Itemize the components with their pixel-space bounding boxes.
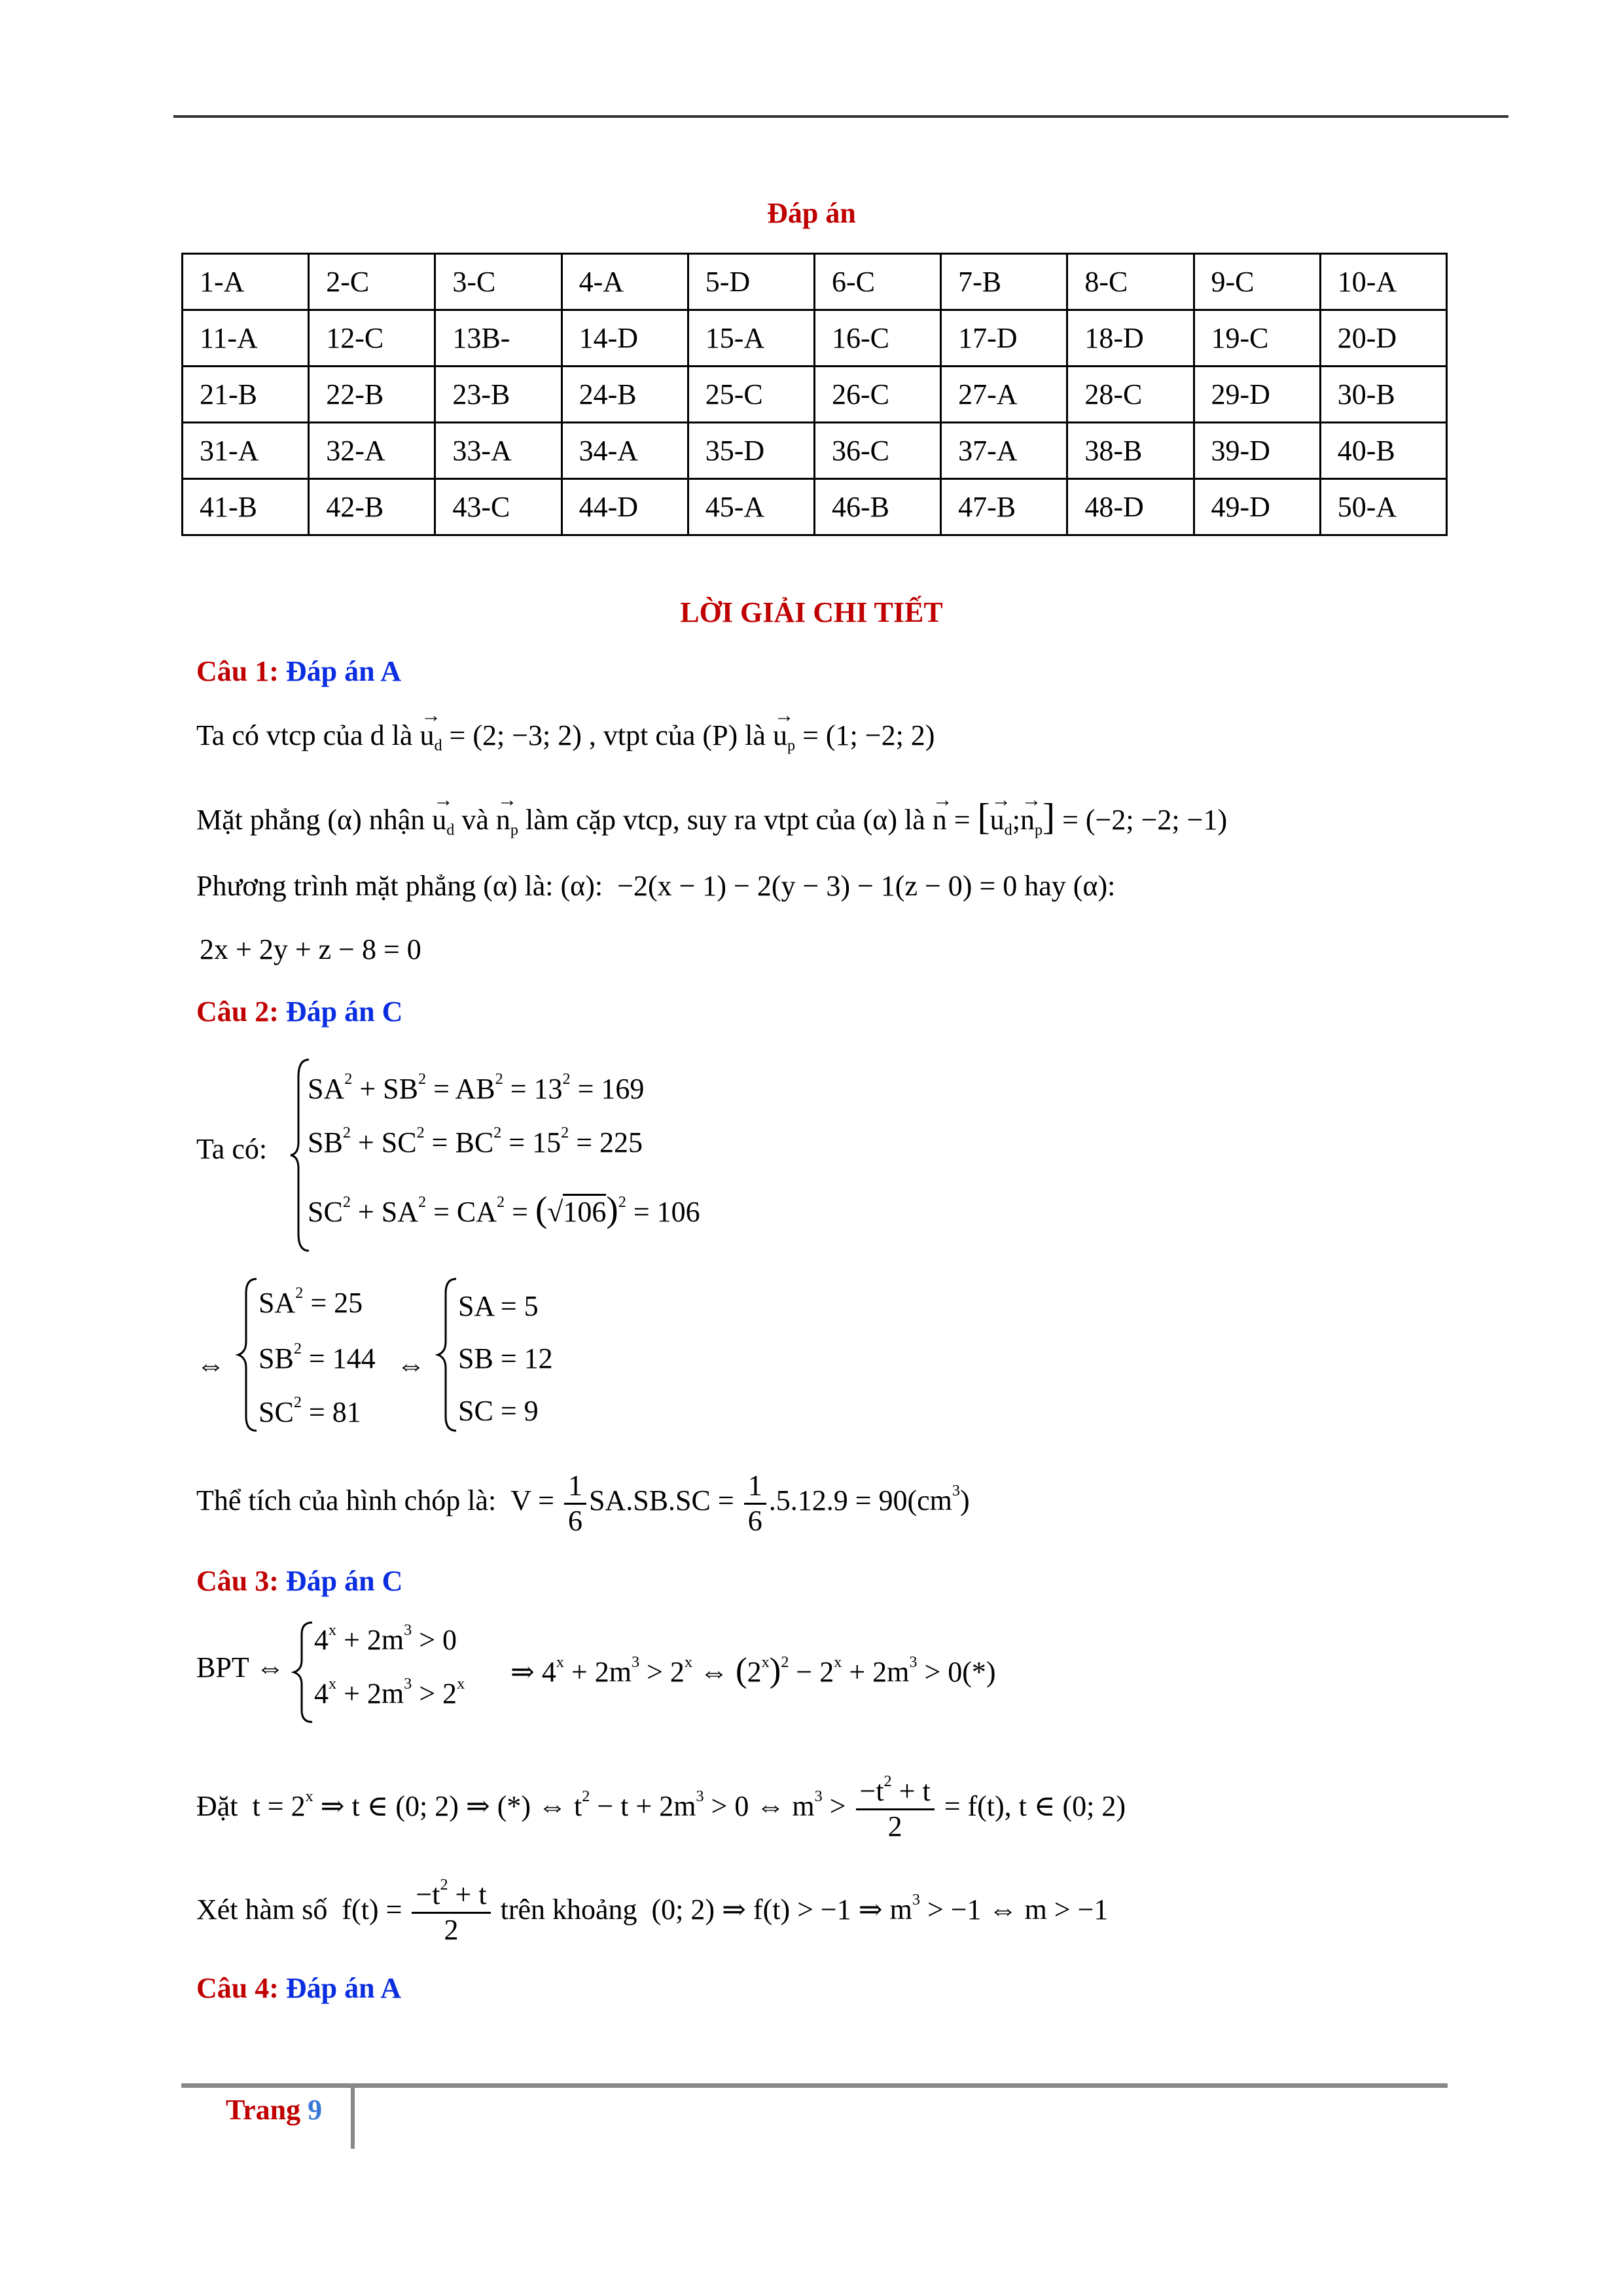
answer-cell: 24-B bbox=[562, 367, 688, 423]
q3-bpt: BPT ⇔ bbox=[196, 1651, 285, 1683]
q2-val3: SC = 9 bbox=[458, 1395, 539, 1427]
answer-cell: 6-C bbox=[814, 254, 940, 310]
answer-cell: 13B- bbox=[435, 310, 562, 367]
answer-cell: 1-A bbox=[183, 254, 309, 310]
answer-cell: 3-C bbox=[435, 254, 562, 310]
solution-title: LỜI GIẢI CHI TIẾT bbox=[680, 596, 943, 628]
answer-cell: 10-A bbox=[1320, 254, 1446, 310]
answer-cell: 17-D bbox=[941, 310, 1067, 367]
q2-brace-2 bbox=[236, 1276, 262, 1433]
q3-substitute: Đặt $t = 2^x$ ⇒ t ∈ (0; 2) ⇒ (*) ⇔ $t^2 - t + 2m^3 > 0$ ⇔ $m^3$ > $\frac{-t^2 + t}{2}$ = f(t), t ∈ (0; 2) bbox=[196, 1772, 1126, 1842]
answer-cell: 20-D bbox=[1320, 310, 1446, 367]
answer-cell: 48-D bbox=[1067, 479, 1194, 535]
answer-cell: 22-B bbox=[309, 367, 435, 423]
q1-line3: Phương trình mặt phẳng (α) là: (α): −2(x − 1) − 2(y − 3) − 1(z − 0) = 0 hay (α): bbox=[196, 870, 1116, 902]
q2-volume: Thể tích của hình chóp là: V = $\frac{1}{6}$ SA.SB.SC = $\frac{1}{6}$ $.5.12.9 = 90(cm^3)$ bbox=[196, 1469, 970, 1537]
answer-cell: 11-A bbox=[183, 310, 309, 367]
answer-cell: 15-A bbox=[688, 310, 814, 367]
q2-heading: Câu 2: Đáp án C bbox=[196, 996, 403, 1028]
answer-cell: 32-A bbox=[309, 423, 435, 479]
footer-divider bbox=[351, 2083, 355, 2149]
answer-cell: 29-D bbox=[1194, 367, 1320, 423]
q4-heading: Câu 4: Đáp án A bbox=[196, 1972, 401, 2004]
answer-cell: 43-C bbox=[435, 479, 562, 535]
q2-val2: SB = 12 bbox=[458, 1342, 553, 1374]
answer-table bbox=[181, 253, 1448, 536]
answer-cell: 16-C bbox=[814, 310, 940, 367]
answer-cell: 18-D bbox=[1067, 310, 1194, 367]
answer-cell: 50-A bbox=[1320, 479, 1446, 535]
answer-title: Đáp án bbox=[767, 197, 856, 229]
answer-cell: 27-A bbox=[941, 367, 1067, 423]
q3-sys2: $4^x + 2m^3 > 2^x$ bbox=[314, 1675, 465, 1710]
answer-cell: 42-B bbox=[309, 479, 435, 535]
answer-cell: 7-B bbox=[941, 254, 1067, 310]
answer-cell: 44-D bbox=[562, 479, 688, 535]
q3-sys1: $4^x + 2m^3 > 0$ bbox=[314, 1621, 457, 1656]
q2-eq3: $SC^2 + SA^2 = CA^2 = (√106)^2 = 106$ bbox=[308, 1189, 700, 1229]
answer-cell: 37-A bbox=[941, 423, 1067, 479]
answer-cell: 40-B bbox=[1320, 423, 1446, 479]
answer-cell: 30-B bbox=[1320, 367, 1446, 423]
header-rule bbox=[173, 115, 1508, 118]
page-footer: Trang 9 bbox=[226, 2094, 323, 2126]
answer-cell: 46-B bbox=[814, 479, 940, 535]
q2-intro: Ta có: bbox=[196, 1133, 268, 1165]
answer-cell: 23-B bbox=[435, 367, 562, 423]
answer-cell: 45-A bbox=[688, 479, 814, 535]
answer-cell: 25-C bbox=[688, 367, 814, 423]
answer-cell: 5-D bbox=[688, 254, 814, 310]
answer-cell: 49-D bbox=[1194, 479, 1320, 535]
answer-cell: 33-A bbox=[435, 423, 562, 479]
q3-chain: ⇒ $4^x + 2m^3 > 2^x$ ⇔ $(2^x)^2 - 2^x + 2m^3 > 0(*)$ bbox=[510, 1651, 996, 1689]
q3-brace bbox=[291, 1620, 317, 1725]
answer-cell: 34-A bbox=[562, 423, 688, 479]
q2-brace-3 bbox=[435, 1276, 461, 1433]
answer-cell: 26-C bbox=[814, 367, 940, 423]
answer-cell: 19-C bbox=[1194, 310, 1320, 367]
answer-cell: 28-C bbox=[1067, 367, 1194, 423]
answer-cell: 9-C bbox=[1194, 254, 1320, 310]
q2-equiv2: ⇔ bbox=[397, 1349, 425, 1381]
footer-rule bbox=[181, 2083, 1448, 2088]
answer-row bbox=[183, 254, 1447, 310]
q2-sq2: $SB^2 = 144$ bbox=[259, 1340, 376, 1374]
q2-sq1: $SA^2 = 25$ bbox=[259, 1284, 363, 1319]
answer-row bbox=[183, 423, 1447, 479]
q2-eq2: $SB^2 + SC^2 = BC^2 = 15^2 = 225$ bbox=[308, 1124, 643, 1158]
answer-cell: 14-D bbox=[562, 310, 688, 367]
answer-row bbox=[183, 310, 1447, 367]
q3-function: Xét hàm số f(t) = $\frac{-t^2 + t}{2}$ trên khoảng (0; 2) ⇒ f(t) > −1 ⇒ $m^3 > -1$ ⇔ m > −1 bbox=[196, 1876, 1109, 1946]
q1-heading: Câu 1: Đáp án A bbox=[196, 655, 401, 687]
q1-line1: Ta có vtcp của d là → $u_d = (2$; −3; 2) , vtpt của (P) là → $u_p = (1$; −2; 2) bbox=[196, 719, 935, 752]
q1-result: 2x + 2y + z − 8 = 0 bbox=[200, 933, 421, 965]
q2-eq1: $SA^2 + SB^2 = AB^2 = 13^2 = 169$ bbox=[308, 1070, 645, 1105]
answer-row bbox=[183, 479, 1447, 535]
answer-cell: 41-B bbox=[183, 479, 309, 535]
q2-val1: SA = 5 bbox=[458, 1290, 539, 1322]
q1-line2: Mặt phẳng (α) nhận → $u_d$ và → $n_p$ làm cặp vtcp, suy ra vtpt của (α) là → n = [→ $u_d;\to n_p] = (-2$; −2; −1) bbox=[196, 796, 1227, 838]
answer-cell: 8-C bbox=[1067, 254, 1194, 310]
q3-heading: Câu 3: Đáp án C bbox=[196, 1565, 403, 1597]
answer-cell: 38-B bbox=[1067, 423, 1194, 479]
answer-cell: 4-A bbox=[562, 254, 688, 310]
answer-cell: 2-C bbox=[309, 254, 435, 310]
q2-sq3: $SC^2 = 81$ bbox=[259, 1393, 361, 1428]
answer-cell: 31-A bbox=[183, 423, 309, 479]
answer-cell: 12-C bbox=[309, 310, 435, 367]
answer-cell: 21-B bbox=[183, 367, 309, 423]
q2-equiv1: ⇔ bbox=[196, 1349, 225, 1381]
answer-cell: 39-D bbox=[1194, 423, 1320, 479]
answer-cell: 47-B bbox=[941, 479, 1067, 535]
answer-row bbox=[183, 367, 1447, 423]
answer-cell: 36-C bbox=[814, 423, 940, 479]
answer-cell: 35-D bbox=[688, 423, 814, 479]
